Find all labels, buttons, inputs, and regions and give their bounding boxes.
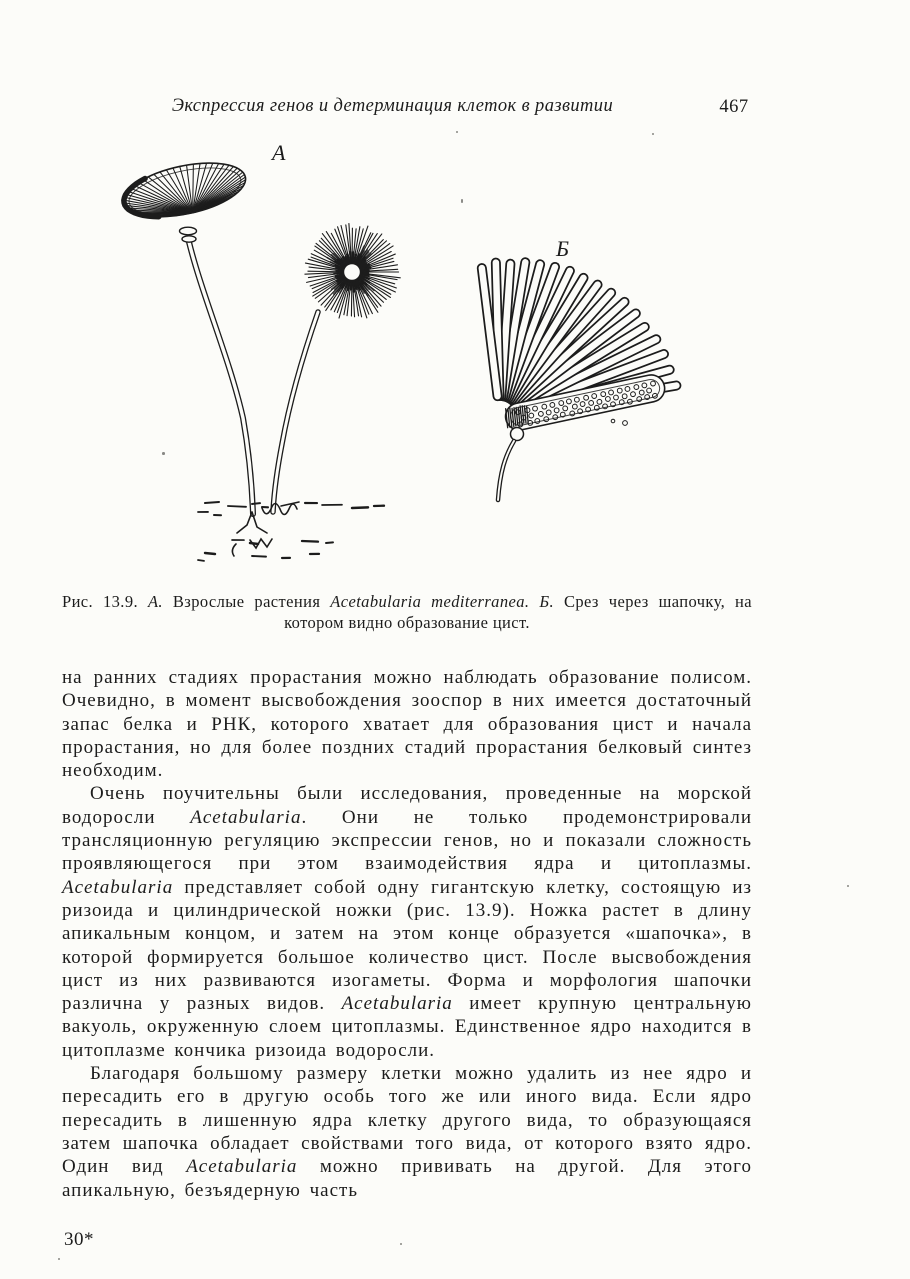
body-text xyxy=(62,666,752,1202)
acetabularia-plant-right xyxy=(273,224,400,512)
acetabularia-plant-left xyxy=(119,154,253,514)
text xyxy=(529,592,539,611)
paragraph xyxy=(62,1062,752,1202)
scan-speck xyxy=(847,885,849,887)
text: Срез через шапочку, на котором видно образование цист. xyxy=(284,592,753,632)
figure-caption xyxy=(62,592,752,634)
scan-speck xyxy=(652,133,654,135)
italic-text: Acetabularia xyxy=(186,1156,298,1178)
text: Рис. 13.9. xyxy=(62,592,148,611)
released-cyst xyxy=(623,421,628,426)
scan-speck xyxy=(456,131,458,133)
figure-illustration xyxy=(0,130,910,580)
signature-mark: 30* xyxy=(64,1229,94,1250)
text: имеет крупную центральную вакуоль, окруженную слоем цитоплазмы. Единственное ядро находится в цитоплазме кончика ризоида водоросли. xyxy=(62,993,752,1061)
italic-text: Acetabularia mediterranea. xyxy=(330,592,530,611)
scan-speck xyxy=(400,1243,402,1245)
italic-text: Acetabularia xyxy=(62,876,174,898)
cap-collar xyxy=(180,227,197,235)
scan-speck xyxy=(162,452,165,455)
text: Очень поучительны были исследования, проведенные на морской водоросли xyxy=(62,783,752,828)
released-cyst xyxy=(611,419,615,423)
figure-label-a: А xyxy=(272,140,286,165)
scan-speck xyxy=(58,1258,60,1260)
text: Взрослые растения xyxy=(162,592,331,611)
text: Благодаря большому размеру клетки можно удалить из нее ядро и пересадить его в другую особь того же или иного вида. Если ядро пересадить в лишенную ядра клетку другого вида, то образующаяся затем шапочка обладает свойствами того вида, от которого взято ядро. Один вид xyxy=(62,1063,752,1178)
text: можно прививать на другой. Для этого апикальную, безъядерную часть xyxy=(62,1156,753,1201)
italic-text: Acetabularia xyxy=(341,993,453,1015)
cap-collar xyxy=(182,236,196,242)
text: . Они не только продемонстрировали трансляционную регуляцию экспрессии генов, но и показали сложность проявляющегося при этом взаимодействия ядра и цитоплазмы. xyxy=(62,806,752,875)
page-number: 467 xyxy=(719,97,749,117)
running-header-title: Экспрессия генов и детерминация клеток в развитии xyxy=(171,96,614,116)
rhizoid-base xyxy=(198,502,384,561)
italic-text: Acetabularia xyxy=(190,806,302,828)
scan-speck xyxy=(461,199,463,203)
italic-text: А. xyxy=(147,592,163,611)
text: на ранних стадиях прорастания можно наблюдать образование полисом. Очевидно, в момент высвобождения зооспор в них имеется достаточный запас белка и РНК, которого хватает для образования цист и начала прорастания, но для более поздних стадий прорастания белковый синтез необходим. xyxy=(62,667,752,782)
stalk-bulb xyxy=(511,428,524,441)
italic-text: Б. xyxy=(539,592,555,611)
paragraph xyxy=(62,782,752,1062)
cap-cross-section xyxy=(482,262,677,500)
paragraph xyxy=(62,666,752,782)
text: представляет собой одну гигантскую клетку, состоящую из ризоида и цилиндрической ножки (рис. 13.9). Ножка растет в длину апикальным концом, и затем на этом конце образуется «шапочка», в которой формируется большое количество цист. После высвобождения цист из них развиваются изогаметы. Форма и морфология шапочки различна у разных видов. xyxy=(62,876,752,1015)
figure-label-b: Б xyxy=(556,236,569,261)
